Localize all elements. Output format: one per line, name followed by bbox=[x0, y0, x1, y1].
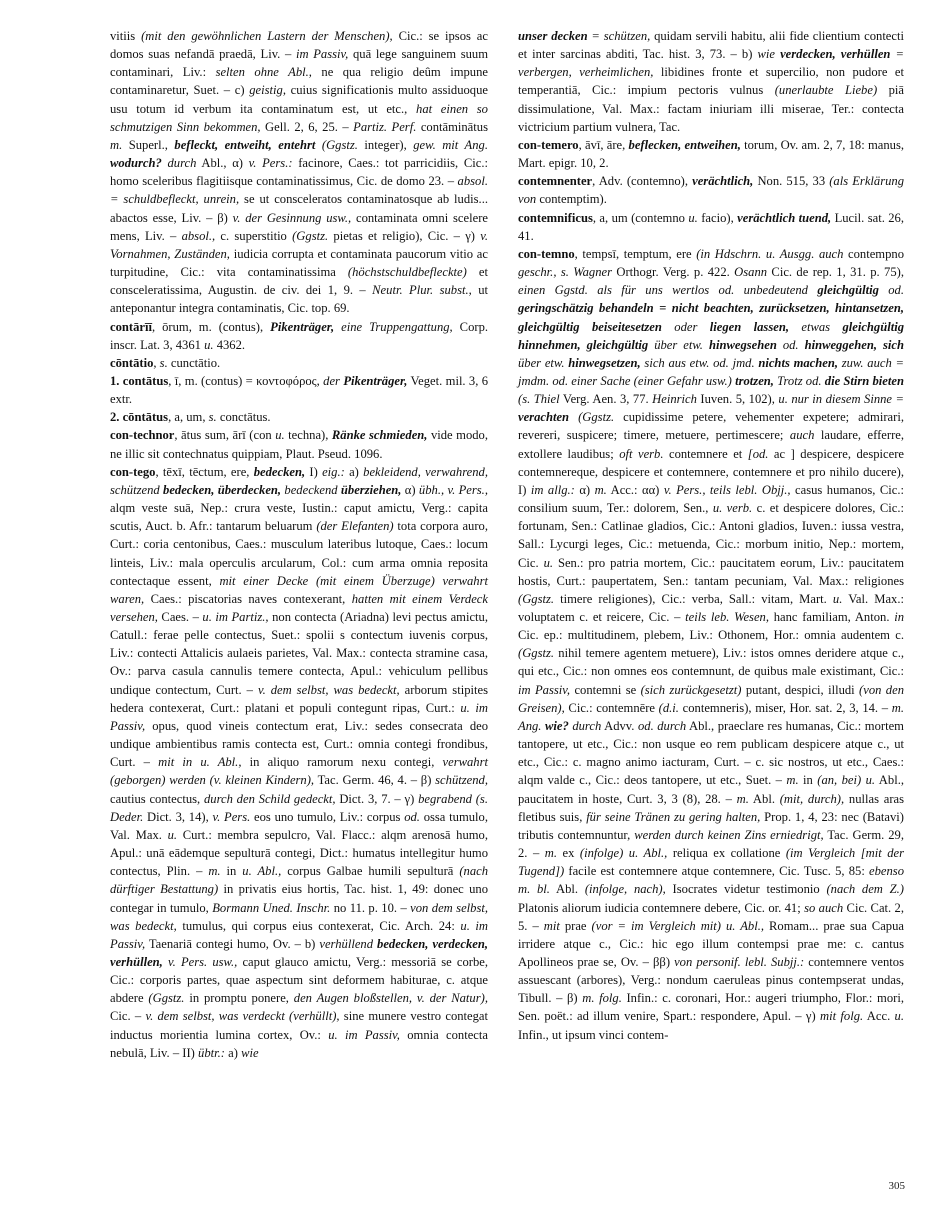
entry-text: no 11. p. 10. – bbox=[330, 900, 411, 915]
entry-emphasis: verächtlich tuend, bbox=[737, 210, 832, 225]
entry-emphasis: u. Abl., bbox=[242, 864, 282, 879]
entry-text: , bbox=[153, 355, 160, 370]
entry-emphasis: hinwegsetzen, bbox=[568, 355, 641, 370]
entry-text: in aliquo ramorum nexu contegi, bbox=[241, 755, 443, 770]
entry-text: Advv. bbox=[601, 718, 638, 733]
entry-emphasis: durch bbox=[572, 718, 602, 733]
entry-text: ossa tumulo, Val. Max. bbox=[110, 809, 488, 842]
entry-text bbox=[569, 410, 578, 424]
entry-emphasis: übtr.: bbox=[198, 1045, 225, 1060]
entry-emphasis: oft verb. bbox=[619, 446, 664, 461]
entry-text: Abl., α) bbox=[196, 156, 249, 171]
entry-text: eos uno tumulo, Liv.: corpus bbox=[250, 809, 405, 824]
entry-text: 4362. bbox=[213, 337, 246, 352]
dictionary-entry bbox=[110, 408, 488, 426]
entry-emphasis: v. dem selbst, was bedeckt, bbox=[257, 682, 400, 697]
entry-emphasis: u. bbox=[894, 1009, 904, 1024]
entry-emphasis: von dem selbst, was bedeckt, bbox=[110, 900, 489, 933]
entry-text: caput glauco amictu, Verg.: messoriā se corbe, Cic.: corporis partes, quae aspectum sint deformem habiturae, c. atque abdere bbox=[110, 954, 488, 1006]
entry-text: prae bbox=[559, 918, 592, 933]
entry-emphasis: (Ggstz. bbox=[518, 591, 555, 606]
entry-text: contempno bbox=[843, 246, 904, 261]
entry-text: contemptim). bbox=[536, 192, 607, 207]
entry-emphasis: absol., bbox=[181, 228, 216, 243]
entry-text: libidines fronte et supercilio, non pudore et temperantiā, Cic.: impium pectoris vulnus bbox=[518, 65, 904, 98]
entry-emphasis: teils leb. Wesen, bbox=[685, 610, 769, 624]
entry-emphasis: gleichgültig hinnehmen, gleichgültig bbox=[518, 319, 905, 352]
entry-text: casus humanos, Cic.: consilium suum, Ter.: dolorem, Sen., bbox=[518, 482, 904, 516]
entry-text bbox=[697, 320, 709, 334]
entry-emphasis: über etw. bbox=[654, 337, 703, 352]
entry-emphasis: (Ggstz. bbox=[292, 228, 329, 243]
entry-emphasis: v. Pers.: bbox=[248, 156, 293, 171]
entry-emphasis: v. Pers. bbox=[212, 809, 251, 824]
entry-emphasis: s. bbox=[159, 355, 168, 370]
entry-emphasis: mit einer Decke (mit einem Überzuge) verwahrt waren, bbox=[110, 573, 489, 606]
entry-text: α) bbox=[574, 482, 595, 497]
entry-text: contāminātus bbox=[416, 119, 488, 134]
entry-emphasis: u. bbox=[275, 428, 285, 443]
left-column bbox=[110, 27, 488, 1062]
entry-text: quā lege sanguinem suum contaminari, Liv.: bbox=[110, 47, 488, 80]
entry-text: conctātus. bbox=[216, 410, 271, 425]
entry-text: Cic. de rep. 1, 31. p. 75), bbox=[767, 265, 904, 280]
entry-text: Infin.: c. coronari, Hor.: augeri triumpho, Flor.: mori, Sen. poët.: ad illum venire, Spart.: respondere, Apul. – γ) bbox=[518, 991, 904, 1024]
entry-emphasis: bekleidend, verwahrend, schützend bbox=[110, 464, 488, 497]
entry-emphasis: werden durch keinen Zins erniedrigt, bbox=[634, 827, 824, 842]
entry-emphasis: nichts machen, bbox=[758, 355, 838, 370]
headword: con-temno bbox=[518, 246, 575, 261]
entry-emphasis: verdecken, verhüllen bbox=[780, 47, 891, 62]
entry-text bbox=[789, 320, 801, 334]
entry-text: facinore, Caes.: tot parricidiis, Cic.: homo sceleribus flagitiisque contaminatissimus, Cic. de domo 23. – bbox=[110, 156, 488, 189]
entry-emphasis: Partiz. Perf. bbox=[353, 119, 417, 134]
headword: 2. cōntātus bbox=[110, 410, 169, 425]
entry-text: Infin., ut ipsum vinci contem- bbox=[518, 1027, 669, 1042]
entry-emphasis: = schützen, bbox=[591, 29, 651, 43]
entry-emphasis: Pikenträger, bbox=[343, 373, 408, 388]
entry-text: facio), bbox=[697, 210, 738, 225]
dictionary-entry bbox=[518, 27, 904, 136]
entry-emphasis: v. Vornahmen, Zuständen, bbox=[110, 228, 489, 261]
entry-text: facile est contemnere atque contemnere, Cic. Tusc. 5, 85: bbox=[564, 864, 870, 879]
entry-text: Orthogr. Verg. p. 422. bbox=[612, 265, 735, 280]
entry-emphasis: (höchstschuldbefleckte) bbox=[347, 265, 467, 280]
entry-text: , Adv. (contemno), bbox=[592, 174, 693, 189]
entry-text: c. superstitio bbox=[215, 228, 293, 243]
entry-emphasis: Osann bbox=[734, 265, 768, 280]
entry-emphasis: Trotz od. bbox=[777, 373, 822, 388]
entry-emphasis: Heinrich bbox=[652, 392, 697, 407]
entry-emphasis: geringschätzig behandeln = nicht beachten, zurücksetzen, hintansetzen, gleichgültig beiseitesetzen bbox=[518, 301, 904, 334]
entry-emphasis: selten ohne Abl., bbox=[215, 65, 312, 80]
entry-emphasis: Ränke schmieden, bbox=[331, 428, 428, 443]
entry-emphasis: (nach dem Z.) bbox=[826, 882, 904, 897]
entry-text: Val. Max.: voluptatem c. et reicere, Cic. – bbox=[518, 591, 904, 624]
entry-emphasis: m. folg. bbox=[582, 991, 622, 1006]
entry-emphasis: (als Erklärung von bbox=[518, 174, 904, 207]
entry-text: cautius contectus, bbox=[110, 791, 204, 806]
entry-text: Non. 515, 33 bbox=[753, 174, 830, 189]
entry-text: Iuven. 5, 102), bbox=[696, 392, 779, 407]
entry-text: Caes.: piscatorias naves contexerant, bbox=[144, 591, 352, 606]
entry-emphasis: befleckt, entweiht, entehrt bbox=[174, 137, 316, 152]
entry-text: Prop. 1, 4, 23: nec (Batavi) tributis contemnuntur, bbox=[518, 809, 904, 842]
entry-text: hanc familiam, Anton. bbox=[768, 610, 895, 624]
entry-text: Abl. bbox=[549, 882, 585, 897]
entry-emphasis: m. bbox=[786, 773, 799, 788]
entry-emphasis: (sich zurückgesetzt) bbox=[640, 682, 742, 697]
entry-emphasis: m. bbox=[736, 791, 749, 806]
entry-emphasis: Bormann Uned. Inschr. bbox=[212, 900, 331, 915]
entry-text: Tac. Germ. 29, 2. – bbox=[518, 827, 904, 861]
headword: contārīī bbox=[110, 319, 152, 334]
entry-text: , tēxī, tēctum, ere, bbox=[155, 464, 254, 479]
entry-emphasis: (Ggstz. bbox=[148, 991, 185, 1006]
headword: 1. contātus bbox=[110, 373, 169, 388]
entry-emphasis: u. im Passiv, bbox=[110, 700, 489, 733]
entry-emphasis: (infolge, nach), bbox=[584, 882, 666, 897]
entry-emphasis: mit bbox=[543, 918, 560, 933]
dictionary-entry bbox=[518, 136, 904, 172]
entry-emphasis: im allg.: bbox=[530, 482, 575, 497]
entry-text: Cic. – bbox=[110, 1009, 146, 1024]
entry-emphasis: m. bbox=[594, 482, 607, 497]
entry-text: opus, quod vineis contectum erat, Liv.: sedes consecrata deo undique ambientibus ramis contecta est, Curt.: omnia contegi frondibus, Curt. – bbox=[110, 718, 488, 770]
entry-text: contemnere et bbox=[663, 446, 748, 461]
headword: contemnenter bbox=[518, 174, 593, 189]
entry-text: in promptu ponere, bbox=[184, 991, 294, 1006]
entry-text: arborum stipites hedera contexerat, Curt.: platani et populi contegunt ripas, Curt.: bbox=[110, 682, 488, 715]
entry-text: Taenariā contegi humo, Ov. – b) bbox=[145, 936, 320, 951]
entry-emphasis: geistig, bbox=[249, 83, 286, 98]
entry-emphasis: Neutr. Plur. subst., bbox=[372, 283, 472, 298]
entry-emphasis: (an, bei) u. bbox=[817, 773, 876, 788]
entry-emphasis: (Ggstz. bbox=[578, 410, 615, 425]
entry-emphasis: (mit, durch), bbox=[779, 791, 845, 806]
entry-emphasis: v. Pers., teils lebl. Objj., bbox=[663, 482, 791, 497]
entry-text: contemni se bbox=[570, 682, 641, 697]
entry-emphasis: schützend, bbox=[435, 773, 488, 788]
entry-text: alqm veste suā, Nep.: crura veste, Iustin.: caput amictu, Verg.: capita scutis, Auct. b. Afr.: tantarum beluarum bbox=[110, 501, 488, 534]
entry-text bbox=[662, 320, 674, 334]
entry-text: Cic.: contemnēre bbox=[564, 700, 659, 715]
entry-emphasis: hat einen so schmutzigen Sinn bekommen, bbox=[110, 101, 488, 134]
entry-emphasis: (infolge) u. Abl., bbox=[579, 846, 668, 861]
entry-text: in bbox=[798, 773, 818, 788]
entry-text: , ī, m. (contus) = κοντοφόρος, bbox=[168, 373, 324, 388]
entry-emphasis: etwas bbox=[801, 319, 831, 334]
entry-text: ne qua religio deûm impune contaminaretur, Suet. – c) bbox=[110, 65, 488, 98]
entry-emphasis: eig.: bbox=[322, 464, 345, 479]
entry-emphasis: verachten bbox=[518, 410, 570, 425]
entry-text: ac ] despicere, despicere contemnereque, despicere et contemnere, contemnere et pro nihilo ducere), I) bbox=[518, 446, 904, 497]
entry-text: Abl., praeclare res humanas, Cic.: mortem tantopere, ut etc., Cic.: non usque eo rem publicam despicere atque c., ut etc., Cic.: c. magno animo iacturam, Curt. – c. sic nostros, ut etc., Caes.: alqm valde c., Cic.: deos tantopere, ut etc., Suet. – bbox=[518, 718, 904, 788]
entry-text: pietas et religio), Cic. – γ) bbox=[328, 228, 481, 243]
entry-emphasis: bedeckend bbox=[284, 482, 338, 497]
entry-emphasis: wodurch? bbox=[110, 156, 162, 171]
entry-emphasis: u. im Passiv, bbox=[110, 918, 488, 951]
entry-emphasis: geschr., s. Wagner bbox=[518, 265, 612, 280]
entry-emphasis: u. bbox=[688, 210, 698, 225]
entry-emphasis: wie bbox=[757, 47, 775, 62]
entry-emphasis: m. bbox=[110, 137, 123, 152]
entry-text: vide modo, ne illic sit contechnatus quippiam, Plaut. Pseud. 1096. bbox=[110, 428, 488, 461]
right-column bbox=[518, 27, 904, 1044]
entry-emphasis: für seine Tränen zu gering halten, bbox=[586, 809, 761, 824]
entry-emphasis: od. bbox=[782, 337, 799, 352]
entry-text: α) bbox=[401, 482, 419, 497]
entry-emphasis: (in Hdschrn. u. Ausgg. auch bbox=[696, 246, 844, 261]
entry-text: sine munere vestro contegat inductus morientia lumina cortex, Ov.: bbox=[110, 1009, 489, 1042]
entry-text: in bbox=[220, 864, 243, 879]
entry-text: putant, despici, illudi bbox=[741, 682, 860, 697]
entry-emphasis: m. Ang. bbox=[518, 700, 904, 733]
entry-emphasis: sich aus etw. od. jmd. bbox=[644, 355, 755, 370]
entry-text: integer), bbox=[357, 137, 414, 152]
entry-emphasis: trotzen, bbox=[735, 373, 774, 388]
entry-emphasis: u. im Partiz., bbox=[202, 610, 269, 624]
entry-text: Isocrates videtur testimonio bbox=[665, 882, 827, 897]
entry-emphasis: zuw. auch = jmdm. od. einer Sache (einer Gefahr usw.) bbox=[518, 355, 904, 388]
dictionary-entry bbox=[110, 426, 488, 462]
entry-emphasis: wie bbox=[241, 1045, 259, 1060]
entry-text: Caes. – bbox=[157, 610, 203, 624]
entry-emphasis: von personif. lebl. Subjj.: bbox=[674, 954, 805, 969]
entry-emphasis: m. bbox=[208, 864, 221, 879]
entry-text: piā dissimulatione, Val. Max.: factam iniuriam illi miserae, Ter.: contecta victricium partium vulnera, Tac. bbox=[518, 83, 904, 134]
entry-emphasis: über etw. bbox=[518, 355, 565, 370]
entry-text: ut anteponantur integra contaminatis, Cic. top. 69. bbox=[110, 283, 488, 316]
entry-emphasis: mit folg. bbox=[820, 1009, 864, 1024]
entry-emphasis: verächtlich, bbox=[692, 174, 754, 189]
entry-text: contemnere ventos assuescant (arbores), Verg.: nondum caeruleas pinus contempserat undas, Tibull. – β) bbox=[518, 954, 904, 1006]
entry-emphasis: u. im Passiv, bbox=[328, 1027, 400, 1042]
entry-text: Dict. 3, 14), bbox=[143, 809, 213, 824]
entry-emphasis: (d.i. bbox=[658, 700, 679, 715]
entry-emphasis: durch bbox=[167, 156, 197, 171]
entry-emphasis: u. nur in diesem Sinne = bbox=[778, 392, 904, 407]
entry-text: omnia contecta nebulā, Liv. – II) bbox=[110, 1027, 488, 1060]
entry-emphasis: die Stirn bieten bbox=[824, 373, 904, 388]
entry-text: Gell. 2, 6, 25. – bbox=[260, 119, 354, 134]
entry-text: I) bbox=[305, 464, 323, 479]
entry-emphasis: s. bbox=[208, 410, 217, 425]
entry-text bbox=[879, 283, 888, 297]
entry-emphasis: den Augen bloßstellen, v. der Natur), bbox=[293, 991, 488, 1006]
entry-text: torum, Ov. am. 2, 7, 18: manus, Mart. epigr. 10, 2. bbox=[518, 137, 904, 171]
entry-text: Cic.: se ipsos ac domos suas nefandā praedā, Liv. – bbox=[110, 29, 488, 62]
entry-emphasis: verhüllend bbox=[319, 936, 374, 951]
entry-emphasis: (Ggstz. bbox=[518, 646, 555, 661]
entry-text: techna), bbox=[284, 428, 332, 443]
headword: con-technor bbox=[110, 428, 175, 443]
entry-text: cuius significationis multo assiduoque usu totum id verbum ita contaminatum est, ut etc., bbox=[110, 83, 488, 116]
entry-emphasis: [od. bbox=[747, 446, 769, 461]
entry-text: iudicia corrupta et contaminata paucorum vitio ac turpitudine, Cic.: vita contaminatissima bbox=[110, 246, 488, 280]
entry-emphasis: im Passiv, bbox=[518, 682, 571, 697]
entry-text: contaminata omni scelere mens, Liv. – bbox=[110, 210, 488, 243]
entry-text: cunctātio. bbox=[167, 355, 221, 370]
entry-emphasis: durch den Schild gedeckt, bbox=[203, 791, 336, 806]
entry-emphasis: v. dem selbst, was verdeckt (verhüllt), bbox=[145, 1009, 340, 1024]
entry-emphasis: od. durch bbox=[637, 718, 687, 733]
entry-text: Tac. Germ. 46, 4. – β) bbox=[314, 773, 436, 788]
entry-text: corpus Galbae humili sepulturā bbox=[281, 864, 460, 879]
entry-emphasis: liegen lassen, bbox=[709, 319, 789, 334]
entry-emphasis: der bbox=[323, 373, 340, 388]
entry-text: a) bbox=[344, 464, 364, 479]
entry-text: Platonis aliorum iudicia contemnere debere, Cic. or. 41; bbox=[518, 900, 805, 915]
entry-emphasis: gew. mit Ang. bbox=[413, 137, 488, 152]
entry-emphasis: u. verb. bbox=[712, 501, 753, 516]
entry-emphasis: m. bbox=[544, 846, 558, 861]
headword: cōntātio bbox=[110, 355, 154, 370]
entry-emphasis: od. bbox=[404, 809, 420, 824]
entry-text: et consceleratissima, Augustin. de civ. dei 1, 9. – bbox=[110, 265, 488, 298]
entry-text: non contecta (Ariadna) levi pectus amictu, Catull.: ferae pelle contectus, Suet.: spolii s contectum iuvenis corpus, Liv.: contecti Attalicis aulaeis parietes, Val. Max.: contecta stramine casa, Ov.: parva casula cannulis temere contecta, Apul.: vehiculum pellibus undique contectum, Curt. – bbox=[110, 610, 488, 697]
entry-text: Abl., paucitatem in hoste, Curt. 3, 3 (8), 28. – bbox=[518, 773, 904, 806]
entry-emphasis: absol. = schuldbefleckt, unrein, bbox=[110, 174, 488, 207]
entry-emphasis: auch bbox=[789, 428, 815, 443]
entry-emphasis: (vor = im Vergleich mit) u. Abl., bbox=[591, 918, 765, 933]
dictionary-entry bbox=[110, 463, 488, 1062]
entry-text: ex bbox=[557, 846, 580, 861]
entry-emphasis: (nach dürftiger Bestattung) bbox=[110, 864, 489, 897]
entry-emphasis: bedecken, verdecken, verhüllen, bbox=[110, 936, 489, 969]
entry-emphasis: begrabend (s. Deder. bbox=[110, 791, 488, 824]
entry-text: Verg. Aen. 3, 77. bbox=[559, 392, 653, 407]
entry-emphasis: u. bbox=[204, 337, 214, 352]
entry-text: nullas aras fletibus suis, bbox=[518, 791, 904, 824]
entry-text: Acc. bbox=[863, 1009, 895, 1024]
entry-text: Romam... prae sua Capua irridere atque c., Cic.: hic ego illum contempsi prae me: c. cantus Apollineos prae se, Ov. – ββ) bbox=[518, 918, 904, 969]
entry-text: laudare, efferre, extollere laudibus; bbox=[518, 428, 904, 461]
entry-emphasis: gleichgültig bbox=[817, 283, 879, 298]
entry-emphasis: (unerlaubte Liebe) bbox=[774, 83, 878, 98]
entry-text: , tempsī, temptum, ere bbox=[574, 246, 697, 261]
entry-emphasis: v. Pers. usw., bbox=[168, 954, 238, 969]
dictionary-entry bbox=[110, 354, 488, 372]
entry-text: tota corpora auro, Curt.: coria centonibus, Caes.: musculum lateribus lutoque, Caes.: locum linteis, Liv.: mala operculis arcularum, Col.: cum arma omnia reposita contectaque essent, bbox=[110, 519, 488, 588]
entry-emphasis: u. bbox=[167, 827, 178, 842]
entry-text: Curt.: membra sepulcro, Val. Flacc.: alqm arenosā humo, Apul.: unā eādemque sepulturā contegi, Dict.: humatus intellegitur humo contectus, Plin. – bbox=[110, 827, 488, 879]
entry-text: in privatis eius hortis, Tac. hist. 1, 49: donec uno contegar in tumulo, bbox=[110, 882, 488, 915]
dictionary-entry bbox=[518, 172, 904, 208]
entry-emphasis: einen Ggstd. als für uns wertlos od. unbedeutend bbox=[518, 283, 808, 298]
entry-emphasis: u. bbox=[832, 591, 843, 606]
entry-emphasis: Pikenträger, bbox=[270, 319, 335, 334]
entry-emphasis: hatten mit einem Verdeck versehen, bbox=[110, 591, 488, 624]
entry-text: contemneris), miser, Hor. sat. 2, 3, 14. – bbox=[678, 700, 892, 715]
entry-text: Lucil. sat. 26, 41. bbox=[518, 210, 904, 243]
entry-emphasis: (im Vergleich [mit der Tugend]) bbox=[518, 846, 905, 879]
headword: contemnificus bbox=[518, 210, 593, 225]
entry-text: vitiis bbox=[110, 29, 142, 43]
entry-emphasis: in bbox=[894, 610, 904, 624]
headword: con-temero bbox=[518, 137, 579, 152]
entry-emphasis: (mit den gewöhnlichen Lastern der Menschen), bbox=[141, 29, 393, 43]
dictionary-entry bbox=[110, 372, 488, 408]
entry-emphasis: = verbergen, verheimlichen, bbox=[518, 47, 904, 80]
entry-emphasis: oder bbox=[674, 319, 698, 334]
entry-emphasis: wie? bbox=[544, 718, 569, 733]
entry-emphasis: mit in u. Abl., bbox=[158, 755, 242, 770]
entry-emphasis: im Passiv, bbox=[295, 47, 349, 62]
dictionary-entry bbox=[518, 245, 904, 1044]
entry-emphasis: beflecken, entweihen, bbox=[628, 137, 741, 152]
entry-emphasis: bedecken, überdecken, bbox=[163, 482, 282, 497]
page-number: 305 bbox=[888, 1180, 905, 1192]
entry-text: a) bbox=[224, 1045, 242, 1060]
entry-text: timere religiones), Cic.: verba, Sall.: vitam, Mart. bbox=[554, 591, 833, 606]
entry-emphasis: verwahrt (geborgen) werden (v. kleinen Kindern), bbox=[110, 755, 488, 788]
entry-text: Cic. ep.: multitudinem, plebem, Liv.: Othonem, Hor.: omnia audentem c. bbox=[518, 628, 904, 643]
entry-emphasis: eine Truppengattung, bbox=[334, 319, 453, 334]
entry-emphasis: (von den Greisen), bbox=[518, 682, 904, 715]
entry-text bbox=[830, 320, 842, 334]
entry-text: se ut consceleratos contaminatosque ab ludis... abactos esse, Liv. – β) bbox=[110, 192, 488, 225]
entry-emphasis: od. bbox=[888, 283, 904, 298]
entry-text: c. et despicere dolores, Cic.: fortunam, Sen.: Catlinae gladios, Cic.: Antoni gladios, Iuven.: iussa vestra, Sall.: Lycurgi leges, Cic.: metuenda, Cic.: morbum initio, Nep.: mortem, Cic. bbox=[518, 501, 904, 570]
entry-text: Corp. inscr. Lat. 3, 4361 bbox=[110, 319, 489, 352]
entry-emphasis: übh., v. Pers., bbox=[418, 482, 488, 497]
entry-emphasis: u. bbox=[543, 555, 554, 570]
dictionary-entry bbox=[110, 27, 488, 318]
entry-text: , ōrum, m. (contus), bbox=[151, 319, 271, 334]
entry-text: nihil temere agentem metuere), Liv.: istos omnes deridere atque c., qui etc., Cic.: non omnes eos contemnunt, de quibus male existimant, Cic.: bbox=[518, 646, 904, 679]
entry-text: Dict. 3, 7. – γ) bbox=[335, 791, 419, 806]
dictionary-entry bbox=[110, 318, 488, 354]
entry-text bbox=[808, 283, 817, 297]
entry-emphasis: (s. Thiel bbox=[518, 392, 560, 407]
entry-text: quidam servili habitu, alii fide clientium contecti et inter sarcinas abditi, Tac. hist. 3, 73. – b) bbox=[518, 29, 904, 62]
entry-text: Sen.: pro patria mortem, Cic.: paucitatem eorum, Liv.: paucitatem hostis, Curt.: paupertatem, Sen.: tantam pecuniam, Val. Max.: religiones bbox=[518, 555, 904, 588]
entry-text: , a, um (contemno bbox=[592, 210, 689, 225]
entry-text: Abl. bbox=[748, 791, 780, 806]
entry-emphasis: (der Elefanten) bbox=[316, 519, 394, 534]
headword: con-tego bbox=[110, 464, 156, 479]
entry-emphasis: hinweggehen, sich bbox=[804, 337, 904, 352]
entry-emphasis: bedecken, bbox=[253, 464, 306, 479]
entry-emphasis: überziehen, bbox=[340, 482, 402, 497]
entry-emphasis: so auch bbox=[804, 900, 844, 915]
entry-emphasis: hinwegsehen bbox=[708, 337, 777, 352]
entry-text: Superl., bbox=[122, 137, 175, 152]
entry-emphasis: unser decken bbox=[518, 29, 588, 43]
dictionary-entry bbox=[518, 209, 904, 245]
entry-text: , a, um, bbox=[168, 410, 209, 425]
entry-emphasis: v. der Gesinnung usw., bbox=[232, 210, 352, 225]
entry-text: Veget. mil. 3, 6 extr. bbox=[110, 373, 489, 407]
entry-text: reliqua ex collatione bbox=[667, 846, 786, 861]
entry-text: tumulus, qui corpus eius contexerat, Cic. Arch. 24: bbox=[176, 918, 461, 933]
entry-text: , āvī, āre, bbox=[578, 137, 629, 152]
entry-text: , ātus sum, ārī (con bbox=[174, 428, 276, 443]
entry-text: Acc.: αα) bbox=[606, 482, 664, 497]
entry-text: Cic. Cat. 2, 5. – bbox=[518, 900, 905, 933]
entry-text: cupidissime petere, vehementer expetere; admirari, revereri, suspicere; timere, metuere, pertimescere; bbox=[518, 410, 904, 443]
entry-emphasis: ebenso m. bl. bbox=[518, 864, 904, 897]
entry-emphasis: (Ggstz. bbox=[321, 137, 358, 152]
